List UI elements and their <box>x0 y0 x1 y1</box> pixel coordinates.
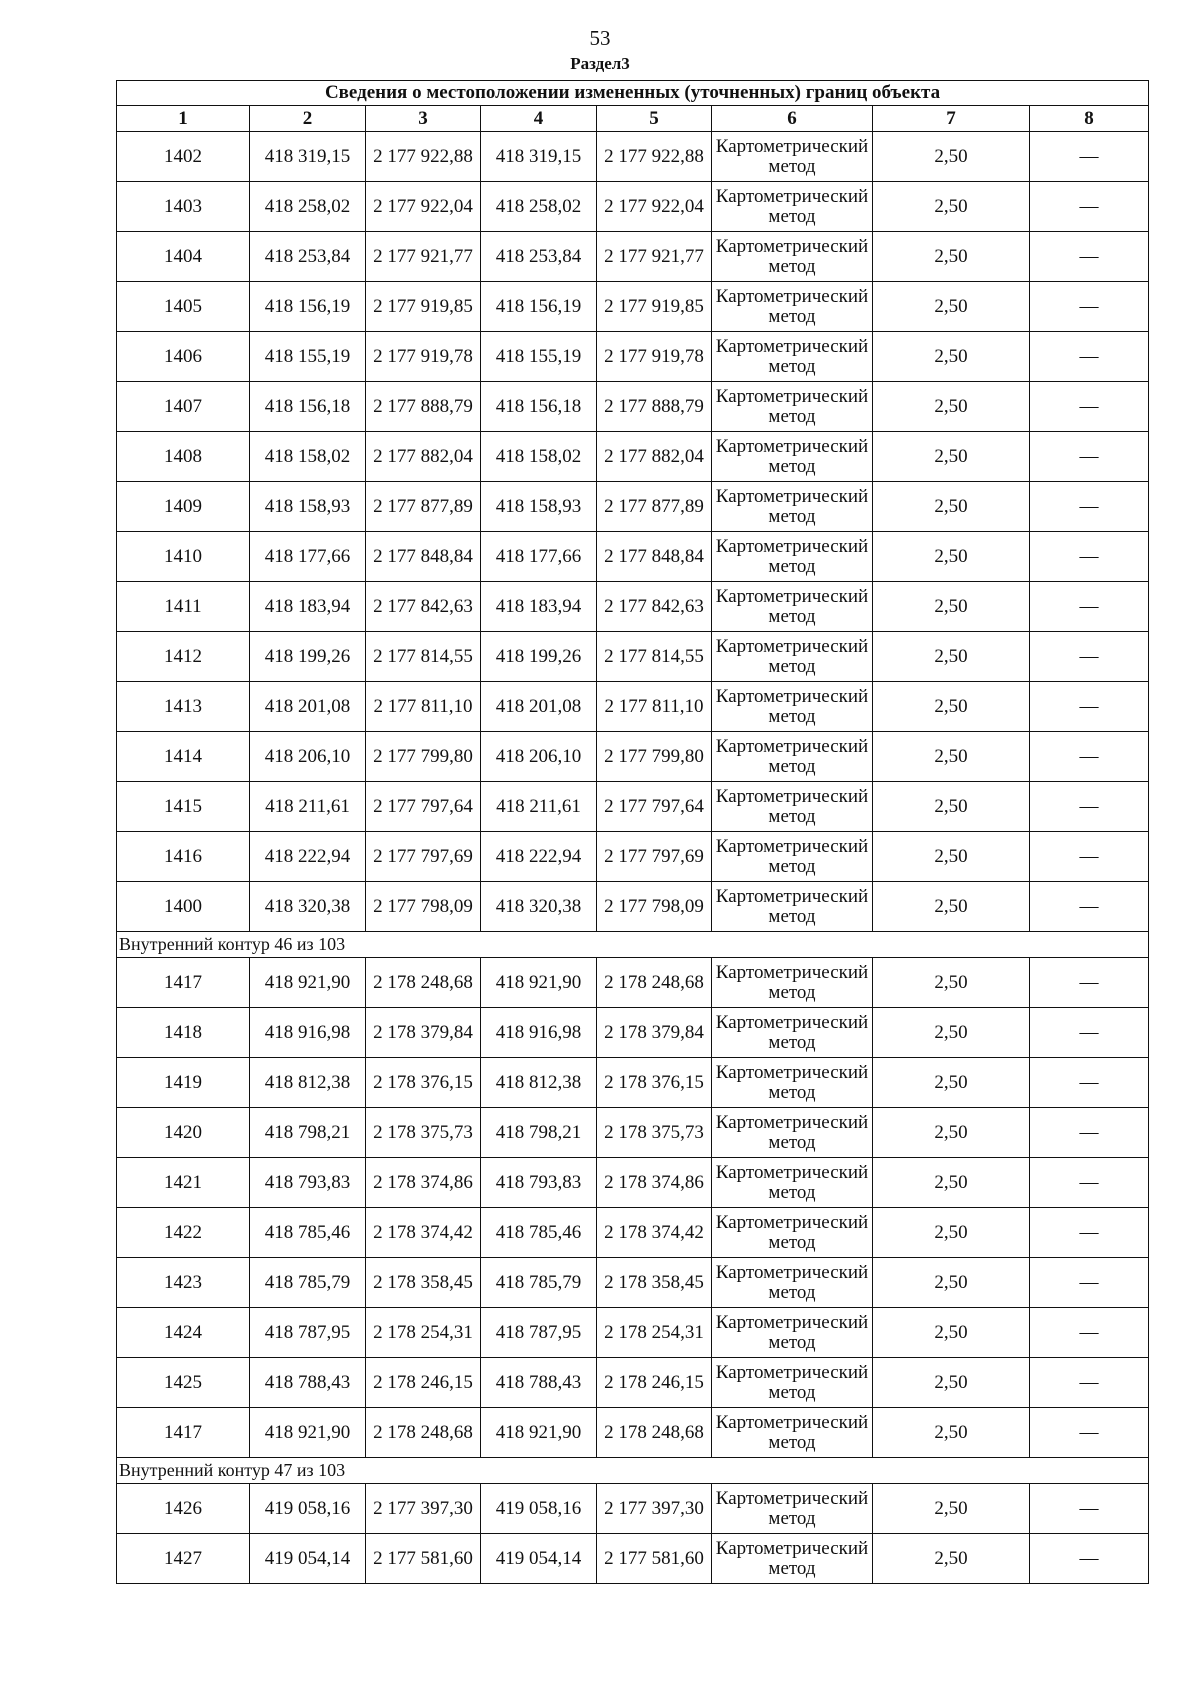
x-refined-cell: 418 921,90 <box>481 958 597 1008</box>
table-row <box>117 532 1149 582</box>
y-refined-cell: 2 178 374,42 <box>597 1208 712 1258</box>
point-number-cell: 1411 <box>117 582 250 632</box>
y-existing-cell: 2 178 374,42 <box>366 1208 481 1258</box>
table-row <box>117 1208 1149 1258</box>
x-refined-cell: 418 916,98 <box>481 1008 597 1058</box>
y-existing-cell: 2 177 842,63 <box>366 582 481 632</box>
method-cell: Картометрический метод <box>712 382 873 432</box>
note-cell: — <box>1030 1408 1149 1458</box>
x-existing-cell: 418 319,15 <box>250 132 366 182</box>
note-cell: — <box>1030 1158 1149 1208</box>
note-cell: — <box>1030 782 1149 832</box>
table-row <box>117 632 1149 682</box>
point-number-cell: 1426 <box>117 1484 250 1534</box>
column-header: 3 <box>366 106 481 132</box>
point-number-cell: 1415 <box>117 782 250 832</box>
column-header: 7 <box>873 106 1030 132</box>
point-number-cell: 1410 <box>117 532 250 582</box>
y-refined-cell: 2 177 921,77 <box>597 232 712 282</box>
method-cell: Картометрический метод <box>712 582 873 632</box>
y-refined-cell: 2 177 797,69 <box>597 832 712 882</box>
y-refined-cell: 2 178 374,86 <box>597 1158 712 1208</box>
x-refined-cell: 418 258,02 <box>481 182 597 232</box>
x-existing-cell: 418 921,90 <box>250 1408 366 1458</box>
x-existing-cell: 418 812,38 <box>250 1058 366 1108</box>
x-refined-cell: 418 319,15 <box>481 132 597 182</box>
method-cell: Картометрический метод <box>712 882 873 932</box>
x-refined-cell: 418 158,93 <box>481 482 597 532</box>
column-header: 8 <box>1030 106 1149 132</box>
table-row <box>117 782 1149 832</box>
x-refined-cell: 418 793,83 <box>481 1158 597 1208</box>
point-number-cell: 1427 <box>117 1534 250 1584</box>
contour-label-row <box>117 932 1149 958</box>
y-refined-cell: 2 177 882,04 <box>597 432 712 482</box>
y-refined-cell: 2 177 922,04 <box>597 182 712 232</box>
method-cell: Картометрический метод <box>712 182 873 232</box>
accuracy-cell: 2,50 <box>873 482 1030 532</box>
y-refined-cell: 2 177 581,60 <box>597 1534 712 1584</box>
point-number-cell: 1423 <box>117 1258 250 1308</box>
note-cell: — <box>1030 482 1149 532</box>
note-cell: — <box>1030 1534 1149 1584</box>
note-cell: — <box>1030 132 1149 182</box>
method-cell: Картометрический метод <box>712 832 873 882</box>
y-refined-cell: 2 177 888,79 <box>597 382 712 432</box>
method-cell: Картометрический метод <box>712 1258 873 1308</box>
y-refined-cell: 2 177 814,55 <box>597 632 712 682</box>
y-existing-cell: 2 177 882,04 <box>366 432 481 482</box>
y-refined-cell: 2 178 248,68 <box>597 1408 712 1458</box>
note-cell: — <box>1030 882 1149 932</box>
accuracy-cell: 2,50 <box>873 1408 1030 1458</box>
method-cell: Картометрический метод <box>712 958 873 1008</box>
method-cell: Картометрический метод <box>712 1408 873 1458</box>
point-number-cell: 1406 <box>117 332 250 382</box>
accuracy-cell: 2,50 <box>873 632 1030 682</box>
accuracy-cell: 2,50 <box>873 732 1030 782</box>
y-refined-cell: 2 177 397,30 <box>597 1484 712 1534</box>
y-existing-cell: 2 177 797,64 <box>366 782 481 832</box>
x-refined-cell: 418 812,38 <box>481 1058 597 1108</box>
table-row <box>117 1408 1149 1458</box>
x-refined-cell: 418 156,18 <box>481 382 597 432</box>
x-refined-cell: 418 921,90 <box>481 1408 597 1458</box>
accuracy-cell: 2,50 <box>873 282 1030 332</box>
accuracy-cell: 2,50 <box>873 1158 1030 1208</box>
method-cell: Картометрический метод <box>712 1208 873 1258</box>
section-title: Раздел3 <box>570 54 630 73</box>
y-refined-cell: 2 178 376,15 <box>597 1058 712 1108</box>
method-cell: Картометрический метод <box>712 1108 873 1158</box>
y-existing-cell: 2 177 922,04 <box>366 182 481 232</box>
point-number-cell: 1417 <box>117 958 250 1008</box>
point-number-cell: 1405 <box>117 282 250 332</box>
y-existing-cell: 2 177 811,10 <box>366 682 481 732</box>
table-row <box>117 1534 1149 1584</box>
note-cell: — <box>1030 1358 1149 1408</box>
column-header: 6 <box>712 106 873 132</box>
y-existing-cell: 2 178 248,68 <box>366 958 481 1008</box>
y-refined-cell: 2 178 254,31 <box>597 1308 712 1358</box>
y-refined-cell: 2 178 379,84 <box>597 1008 712 1058</box>
note-cell: — <box>1030 282 1149 332</box>
accuracy-cell: 2,50 <box>873 1358 1030 1408</box>
y-refined-cell: 2 178 248,68 <box>597 958 712 1008</box>
y-refined-cell: 2 178 358,45 <box>597 1258 712 1308</box>
method-cell: Картометрический метод <box>712 232 873 282</box>
method-cell: Картометрический метод <box>712 332 873 382</box>
point-number-cell: 1419 <box>117 1058 250 1108</box>
x-existing-cell: 418 258,02 <box>250 182 366 232</box>
accuracy-cell: 2,50 <box>873 1108 1030 1158</box>
y-existing-cell: 2 177 848,84 <box>366 532 481 582</box>
y-refined-cell: 2 177 919,85 <box>597 282 712 332</box>
y-existing-cell: 2 178 379,84 <box>366 1008 481 1058</box>
y-existing-cell: 2 177 922,88 <box>366 132 481 182</box>
method-cell: Картометрический метод <box>712 1008 873 1058</box>
point-number-cell: 1408 <box>117 432 250 482</box>
note-cell: — <box>1030 682 1149 732</box>
column-header: 5 <box>597 106 712 132</box>
method-cell: Картометрический метод <box>712 432 873 482</box>
x-existing-cell: 419 054,14 <box>250 1534 366 1584</box>
method-cell: Картометрический метод <box>712 1358 873 1408</box>
y-existing-cell: 2 177 919,78 <box>366 332 481 382</box>
x-refined-cell: 418 183,94 <box>481 582 597 632</box>
x-existing-cell: 418 155,19 <box>250 332 366 382</box>
y-existing-cell: 2 178 374,86 <box>366 1158 481 1208</box>
coordinates-table <box>116 80 1149 1584</box>
method-cell: Картометрический метод <box>712 482 873 532</box>
point-number-cell: 1413 <box>117 682 250 732</box>
x-existing-cell: 418 206,10 <box>250 732 366 782</box>
accuracy-cell: 2,50 <box>873 532 1030 582</box>
accuracy-cell: 2,50 <box>873 958 1030 1008</box>
accuracy-cell: 2,50 <box>873 832 1030 882</box>
note-cell: — <box>1030 432 1149 482</box>
method-cell: Картометрический метод <box>712 682 873 732</box>
x-refined-cell: 418 155,19 <box>481 332 597 382</box>
table-row <box>117 232 1149 282</box>
accuracy-cell: 2,50 <box>873 332 1030 382</box>
y-existing-cell: 2 178 254,31 <box>366 1308 481 1358</box>
y-refined-cell: 2 177 811,10 <box>597 682 712 732</box>
method-cell: Картометрический метод <box>712 1534 873 1584</box>
y-existing-cell: 2 177 397,30 <box>366 1484 481 1534</box>
note-cell: — <box>1030 1258 1149 1308</box>
method-cell: Картометрический метод <box>712 1484 873 1534</box>
x-existing-cell: 418 211,61 <box>250 782 366 832</box>
accuracy-cell: 2,50 <box>873 1258 1030 1308</box>
x-refined-cell: 419 058,16 <box>481 1484 597 1534</box>
x-existing-cell: 418 158,93 <box>250 482 366 532</box>
contour-label-row <box>117 1458 1149 1484</box>
table-row <box>117 958 1149 1008</box>
x-refined-cell: 418 785,79 <box>481 1258 597 1308</box>
method-cell: Картометрический метод <box>712 1308 873 1358</box>
x-refined-cell: 418 787,95 <box>481 1308 597 1358</box>
note-cell: — <box>1030 332 1149 382</box>
y-existing-cell: 2 178 358,45 <box>366 1258 481 1308</box>
accuracy-cell: 2,50 <box>873 1308 1030 1358</box>
method-cell: Картометрический метод <box>712 1158 873 1208</box>
point-number-cell: 1418 <box>117 1008 250 1058</box>
y-existing-cell: 2 177 814,55 <box>366 632 481 682</box>
accuracy-cell: 2,50 <box>873 1208 1030 1258</box>
x-existing-cell: 418 158,02 <box>250 432 366 482</box>
point-number-cell: 1412 <box>117 632 250 682</box>
note-cell: — <box>1030 582 1149 632</box>
accuracy-cell: 2,50 <box>873 1058 1030 1108</box>
table-row <box>117 1108 1149 1158</box>
x-refined-cell: 418 222,94 <box>481 832 597 882</box>
table-row <box>117 682 1149 732</box>
note-cell: — <box>1030 1008 1149 1058</box>
point-number-cell: 1420 <box>117 1108 250 1158</box>
accuracy-cell: 2,50 <box>873 232 1030 282</box>
note-cell: — <box>1030 232 1149 282</box>
accuracy-cell: 2,50 <box>873 782 1030 832</box>
y-existing-cell: 2 177 888,79 <box>366 382 481 432</box>
accuracy-cell: 2,50 <box>873 182 1030 232</box>
note-cell: — <box>1030 532 1149 582</box>
x-refined-cell: 418 199,26 <box>481 632 597 682</box>
point-number-cell: 1417 <box>117 1408 250 1458</box>
x-existing-cell: 418 785,79 <box>250 1258 366 1308</box>
x-refined-cell: 418 798,21 <box>481 1108 597 1158</box>
table-row <box>117 582 1149 632</box>
y-refined-cell: 2 177 797,64 <box>597 782 712 832</box>
x-refined-cell: 419 054,14 <box>481 1534 597 1584</box>
x-existing-cell: 418 201,08 <box>250 682 366 732</box>
accuracy-cell: 2,50 <box>873 582 1030 632</box>
note-cell: — <box>1030 1108 1149 1158</box>
y-existing-cell: 2 178 375,73 <box>366 1108 481 1158</box>
y-refined-cell: 2 177 848,84 <box>597 532 712 582</box>
method-cell: Картометрический метод <box>712 132 873 182</box>
y-existing-cell: 2 177 798,09 <box>366 882 481 932</box>
contour-label: Внутренний контур 47 из 103 <box>117 1458 1149 1484</box>
note-cell: — <box>1030 382 1149 432</box>
x-refined-cell: 418 206,10 <box>481 732 597 782</box>
y-existing-cell: 2 177 919,85 <box>366 282 481 332</box>
column-header: 4 <box>481 106 597 132</box>
table-row <box>117 882 1149 932</box>
table-row <box>117 332 1149 382</box>
accuracy-cell: 2,50 <box>873 682 1030 732</box>
accuracy-cell: 2,50 <box>873 432 1030 482</box>
note-cell: — <box>1030 958 1149 1008</box>
table-row <box>117 482 1149 532</box>
x-existing-cell: 418 785,46 <box>250 1208 366 1258</box>
y-refined-cell: 2 177 877,89 <box>597 482 712 532</box>
x-existing-cell: 418 798,21 <box>250 1108 366 1158</box>
x-refined-cell: 418 253,84 <box>481 232 597 282</box>
y-refined-cell: 2 177 798,09 <box>597 882 712 932</box>
x-existing-cell: 418 253,84 <box>250 232 366 282</box>
y-refined-cell: 2 177 922,88 <box>597 132 712 182</box>
note-cell: — <box>1030 1484 1149 1534</box>
column-header: 1 <box>117 106 250 132</box>
note-cell: — <box>1030 1058 1149 1108</box>
x-existing-cell: 418 921,90 <box>250 958 366 1008</box>
point-number-cell: 1407 <box>117 382 250 432</box>
contour-label: Внутренний контур 46 из 103 <box>117 932 1149 958</box>
note-cell: — <box>1030 632 1149 682</box>
point-number-cell: 1416 <box>117 832 250 882</box>
x-existing-cell: 418 156,19 <box>250 282 366 332</box>
table-caption: Сведения о местоположении измененных (уточненных) границ объекта <box>117 81 1149 106</box>
y-refined-cell: 2 177 842,63 <box>597 582 712 632</box>
table-row <box>117 1258 1149 1308</box>
x-existing-cell: 418 222,94 <box>250 832 366 882</box>
method-cell: Картометрический метод <box>712 732 873 782</box>
accuracy-cell: 2,50 <box>873 382 1030 432</box>
x-refined-cell: 418 785,46 <box>481 1208 597 1258</box>
note-cell: — <box>1030 732 1149 782</box>
x-existing-cell: 419 058,16 <box>250 1484 366 1534</box>
x-refined-cell: 418 177,66 <box>481 532 597 582</box>
y-refined-cell: 2 177 799,80 <box>597 732 712 782</box>
x-refined-cell: 418 320,38 <box>481 882 597 932</box>
point-number-cell: 1421 <box>117 1158 250 1208</box>
table-row <box>117 432 1149 482</box>
x-refined-cell: 418 158,02 <box>481 432 597 482</box>
x-existing-cell: 418 793,83 <box>250 1158 366 1208</box>
point-number-cell: 1424 <box>117 1308 250 1358</box>
x-existing-cell: 418 916,98 <box>250 1008 366 1058</box>
accuracy-cell: 2,50 <box>873 1484 1030 1534</box>
table-row <box>117 1308 1149 1358</box>
x-refined-cell: 418 788,43 <box>481 1358 597 1408</box>
table-body <box>117 132 1149 1584</box>
accuracy-cell: 2,50 <box>873 1534 1030 1584</box>
point-number-cell: 1400 <box>117 882 250 932</box>
y-refined-cell: 2 178 246,15 <box>597 1358 712 1408</box>
accuracy-cell: 2,50 <box>873 882 1030 932</box>
point-number-cell: 1414 <box>117 732 250 782</box>
y-existing-cell: 2 177 581,60 <box>366 1534 481 1584</box>
y-existing-cell: 2 177 877,89 <box>366 482 481 532</box>
point-number-cell: 1409 <box>117 482 250 532</box>
accuracy-cell: 2,50 <box>873 1008 1030 1058</box>
note-cell: — <box>1030 182 1149 232</box>
table-row <box>117 1158 1149 1208</box>
point-number-cell: 1402 <box>117 132 250 182</box>
method-cell: Картометрический метод <box>712 782 873 832</box>
accuracy-cell: 2,50 <box>873 132 1030 182</box>
x-existing-cell: 418 183,94 <box>250 582 366 632</box>
x-existing-cell: 418 177,66 <box>250 532 366 582</box>
x-existing-cell: 418 156,18 <box>250 382 366 432</box>
point-number-cell: 1425 <box>117 1358 250 1408</box>
method-cell: Картометрический метод <box>712 282 873 332</box>
y-existing-cell: 2 178 246,15 <box>366 1358 481 1408</box>
x-existing-cell: 418 199,26 <box>250 632 366 682</box>
table-row <box>117 1484 1149 1534</box>
table-row <box>117 282 1149 332</box>
table-row <box>117 1008 1149 1058</box>
x-existing-cell: 418 788,43 <box>250 1358 366 1408</box>
y-refined-cell: 2 177 919,78 <box>597 332 712 382</box>
point-number-cell: 1422 <box>117 1208 250 1258</box>
method-cell: Картометрический метод <box>712 632 873 682</box>
y-refined-cell: 2 178 375,73 <box>597 1108 712 1158</box>
table-row <box>117 1058 1149 1108</box>
y-existing-cell: 2 177 921,77 <box>366 232 481 282</box>
table-row <box>117 732 1149 782</box>
method-cell: Картометрический метод <box>712 1058 873 1108</box>
point-number-cell: 1403 <box>117 182 250 232</box>
table-row <box>117 182 1149 232</box>
table-row <box>117 132 1149 182</box>
x-refined-cell: 418 201,08 <box>481 682 597 732</box>
point-number-cell: 1404 <box>117 232 250 282</box>
x-existing-cell: 418 320,38 <box>250 882 366 932</box>
y-existing-cell: 2 177 797,69 <box>366 832 481 882</box>
page-number: 53 <box>589 26 611 50</box>
note-cell: — <box>1030 832 1149 882</box>
table-row <box>117 832 1149 882</box>
method-cell: Картометрический метод <box>712 532 873 582</box>
table-row <box>117 1358 1149 1408</box>
column-number-row <box>117 106 1149 132</box>
y-existing-cell: 2 177 799,80 <box>366 732 481 782</box>
y-existing-cell: 2 178 376,15 <box>366 1058 481 1108</box>
column-header: 2 <box>250 106 366 132</box>
note-cell: — <box>1030 1308 1149 1358</box>
x-existing-cell: 418 787,95 <box>250 1308 366 1358</box>
table-row <box>117 382 1149 432</box>
x-refined-cell: 418 211,61 <box>481 782 597 832</box>
note-cell: — <box>1030 1208 1149 1258</box>
y-existing-cell: 2 178 248,68 <box>366 1408 481 1458</box>
x-refined-cell: 418 156,19 <box>481 282 597 332</box>
